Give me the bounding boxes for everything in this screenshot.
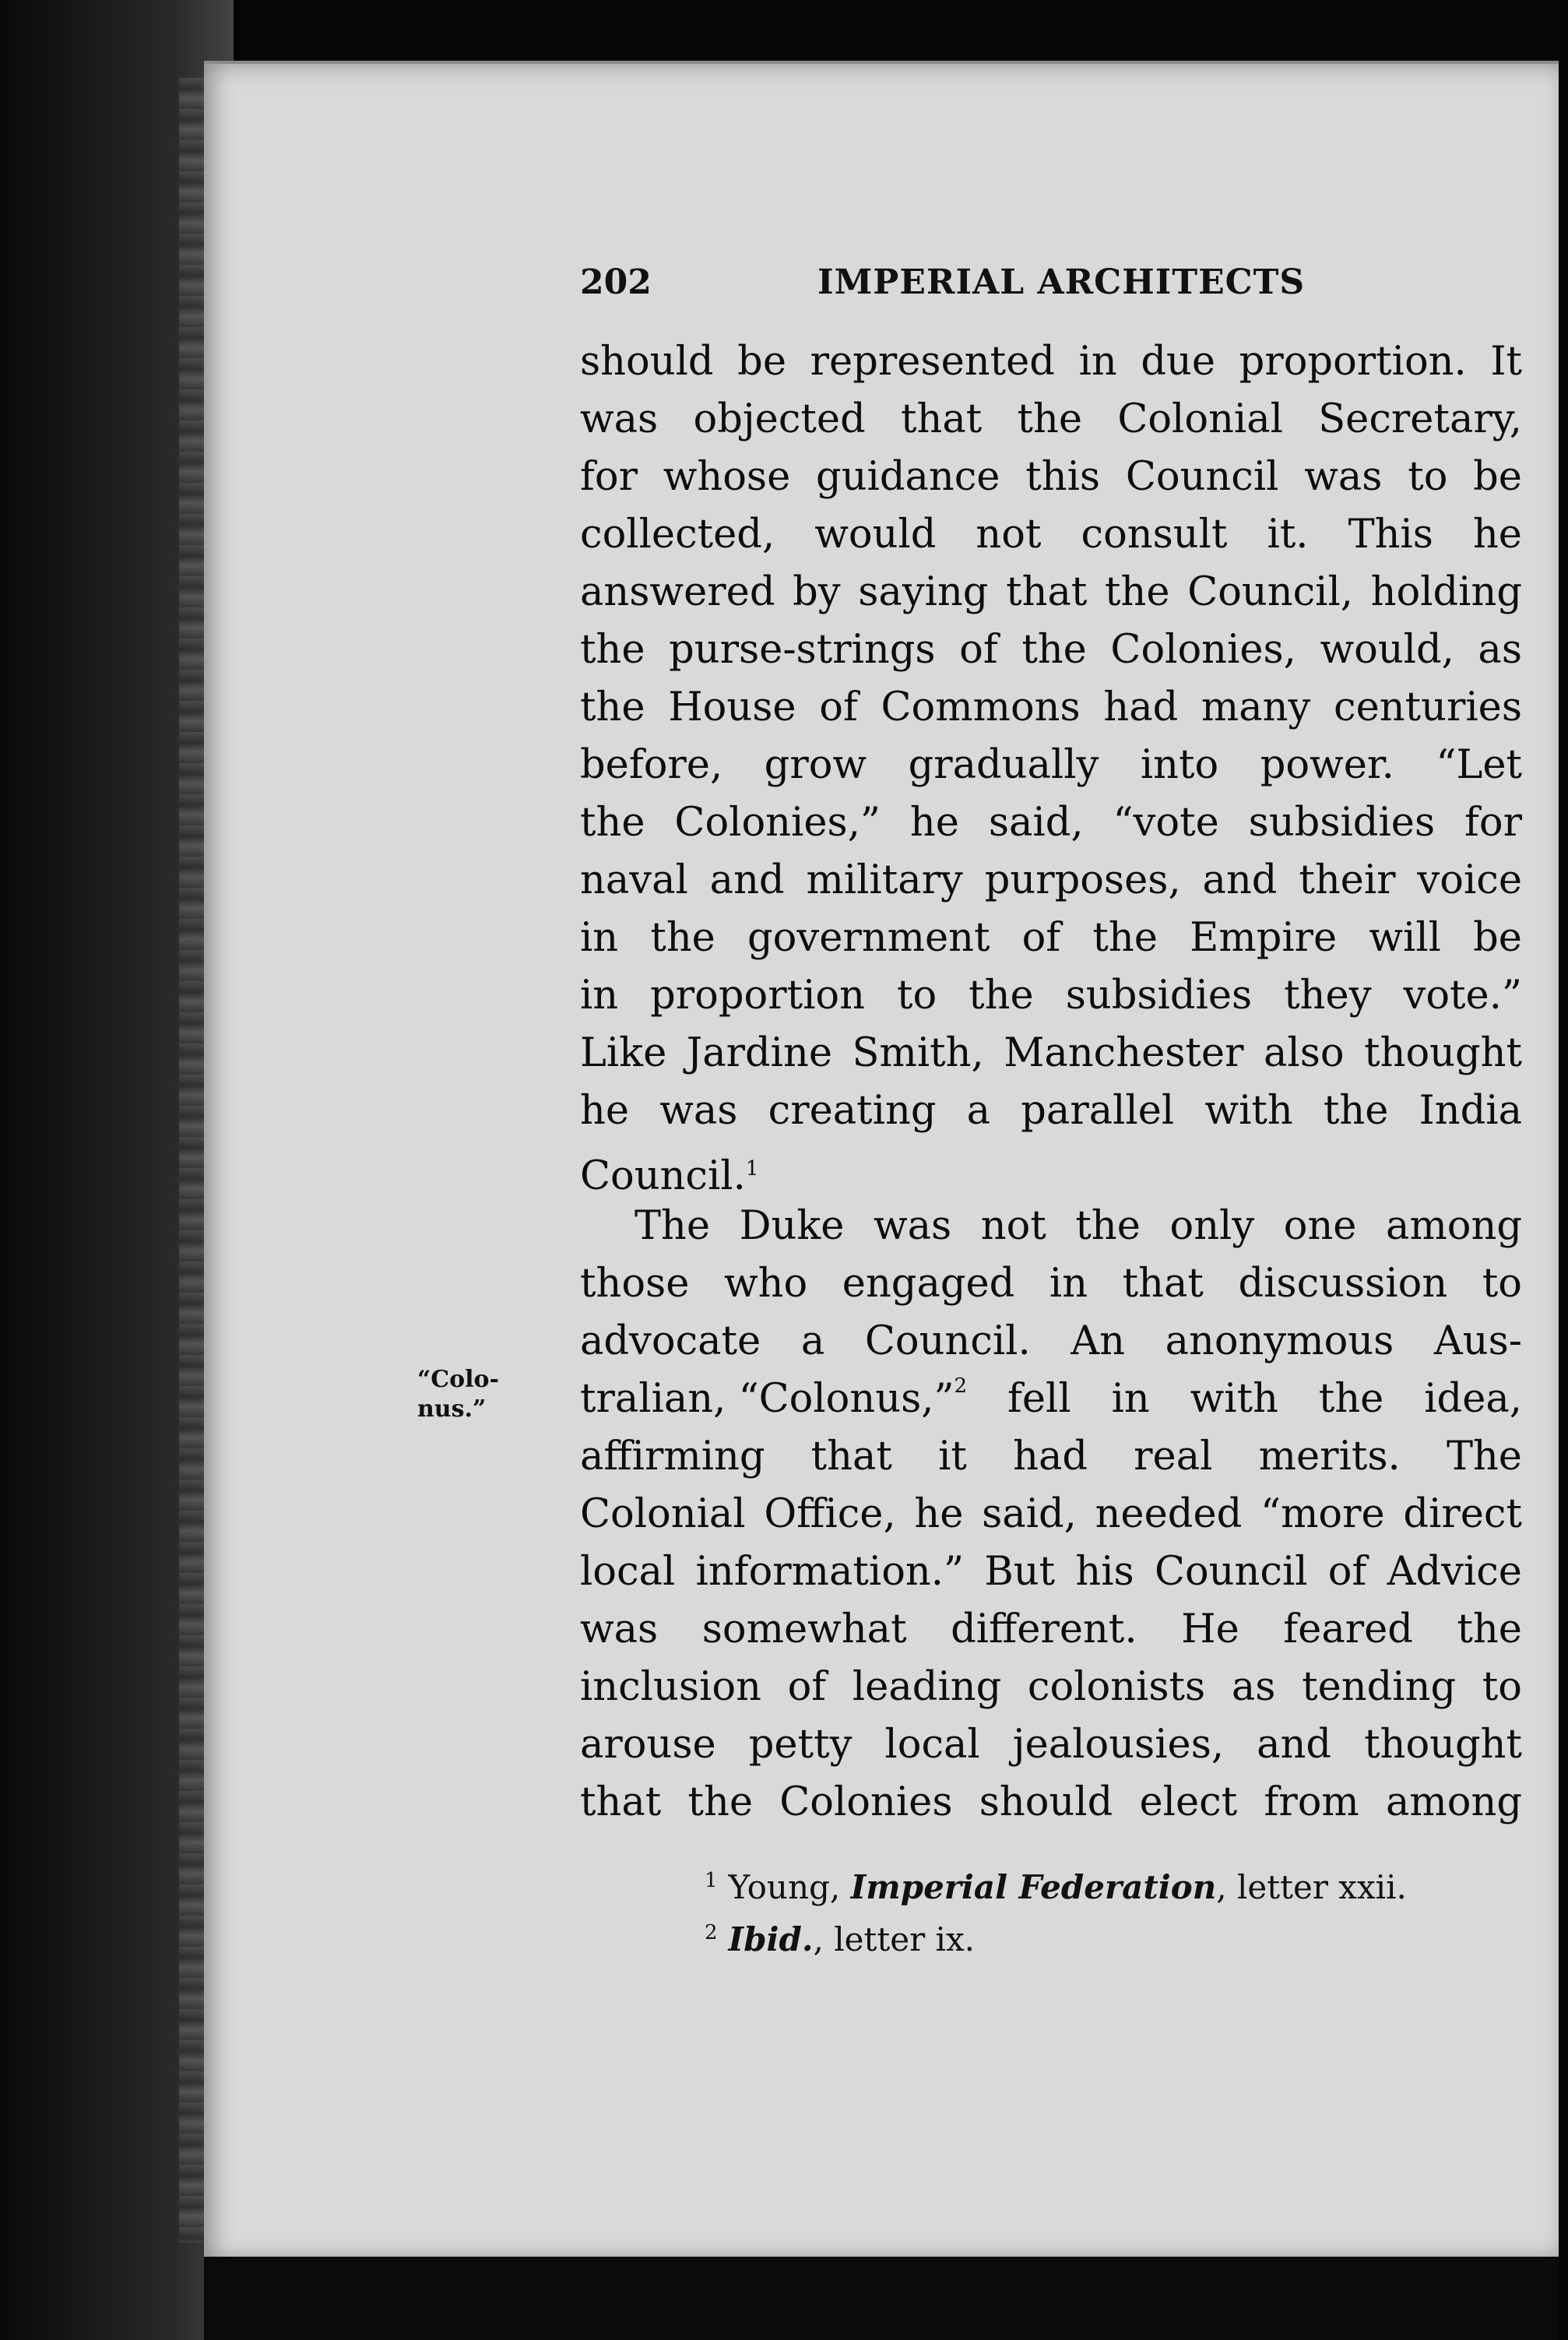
footnote-text: , letter xxii. [1216, 1868, 1407, 1906]
text-line: for whose guidance this Council was to be [580, 454, 1522, 500]
text-line: local information.” But his Council of Advice [580, 1549, 1522, 1595]
footnote-title: Ibid. [728, 1920, 814, 1958]
text-fragment: Council. [580, 1153, 746, 1198]
footnote-mark: 1 [705, 1869, 718, 1892]
page-number: 202 [580, 262, 652, 302]
text-line: should be represented in due proportion. It [580, 339, 1522, 385]
text-line: affirming that it had real merits. The [580, 1434, 1522, 1480]
text-line: arouse petty local jealousies, and thought [580, 1722, 1522, 1768]
text-line: those who engaged in that discussion to [580, 1261, 1522, 1307]
margin-note-line: “Colo- [417, 1366, 499, 1393]
running-title: IMPERIAL ARCHITECTS [817, 262, 1306, 302]
text-line-with-footnote [580, 1140, 1522, 1198]
text-line: inclusion of leading colonists as tending to [580, 1664, 1522, 1710]
text-line: the purse-strings of the Colonies, would, as [580, 627, 1522, 673]
bottom-shadow [204, 2257, 1559, 2340]
footnote-ref: 2 [954, 1374, 968, 1398]
body-text [580, 333, 1522, 1832]
margin-note [417, 1365, 526, 1424]
text-line: the House of Commons had many centuries [580, 684, 1522, 730]
text-line: the Colonies,” he said, “vote subsidies for [580, 800, 1522, 846]
text-fragment: fell in with the idea, [967, 1376, 1522, 1422]
footnote-title: Imperial Federation [850, 1868, 1217, 1906]
text-line: was somewhat different. He feared the [580, 1606, 1522, 1652]
text-line: was objected that the Colonial Secretary, [580, 396, 1522, 442]
text-line: Like Jardine Smith, Manchester also thought [580, 1030, 1522, 1076]
text-line: naval and military purposes, and their voice [580, 857, 1522, 903]
footnote-mark: 2 [705, 1921, 718, 1944]
text-line: advocate a Council. An anonymous Aus- [580, 1318, 1522, 1364]
text-line: that the Colonies should elect from among [580, 1779, 1522, 1825]
text-line: in the government of the Empire will be [580, 915, 1522, 961]
footnote-ref: 1 [745, 1157, 759, 1181]
text-line: before, grow gradually into power. “Let [580, 742, 1522, 788]
text-line: Colonial Office, he said, needed “more direct [580, 1491, 1522, 1537]
footnote [705, 1910, 1483, 1962]
footnote-text: , letter ix. [813, 1920, 976, 1958]
text-line: in proportion to the subsidies they vote.” [580, 973, 1522, 1019]
text-line: he was creating a parallel with the India [580, 1088, 1522, 1134]
text-line: answered by saying that the Council, holding [580, 569, 1522, 615]
footnotes [705, 1858, 1483, 1962]
text-line-with-footnote [580, 1371, 1522, 1428]
running-header [580, 255, 1526, 310]
text-line: collected, would not consult it. This he [580, 512, 1522, 558]
text-fragment: tralian, “Colonus,” [580, 1376, 955, 1422]
margin-note-line: nus.” [417, 1395, 487, 1423]
footnote-text: Young, [728, 1868, 851, 1906]
footnote [705, 1858, 1483, 1910]
paragraph-first-line: The Duke was not the only one among [635, 1203, 1522, 1249]
